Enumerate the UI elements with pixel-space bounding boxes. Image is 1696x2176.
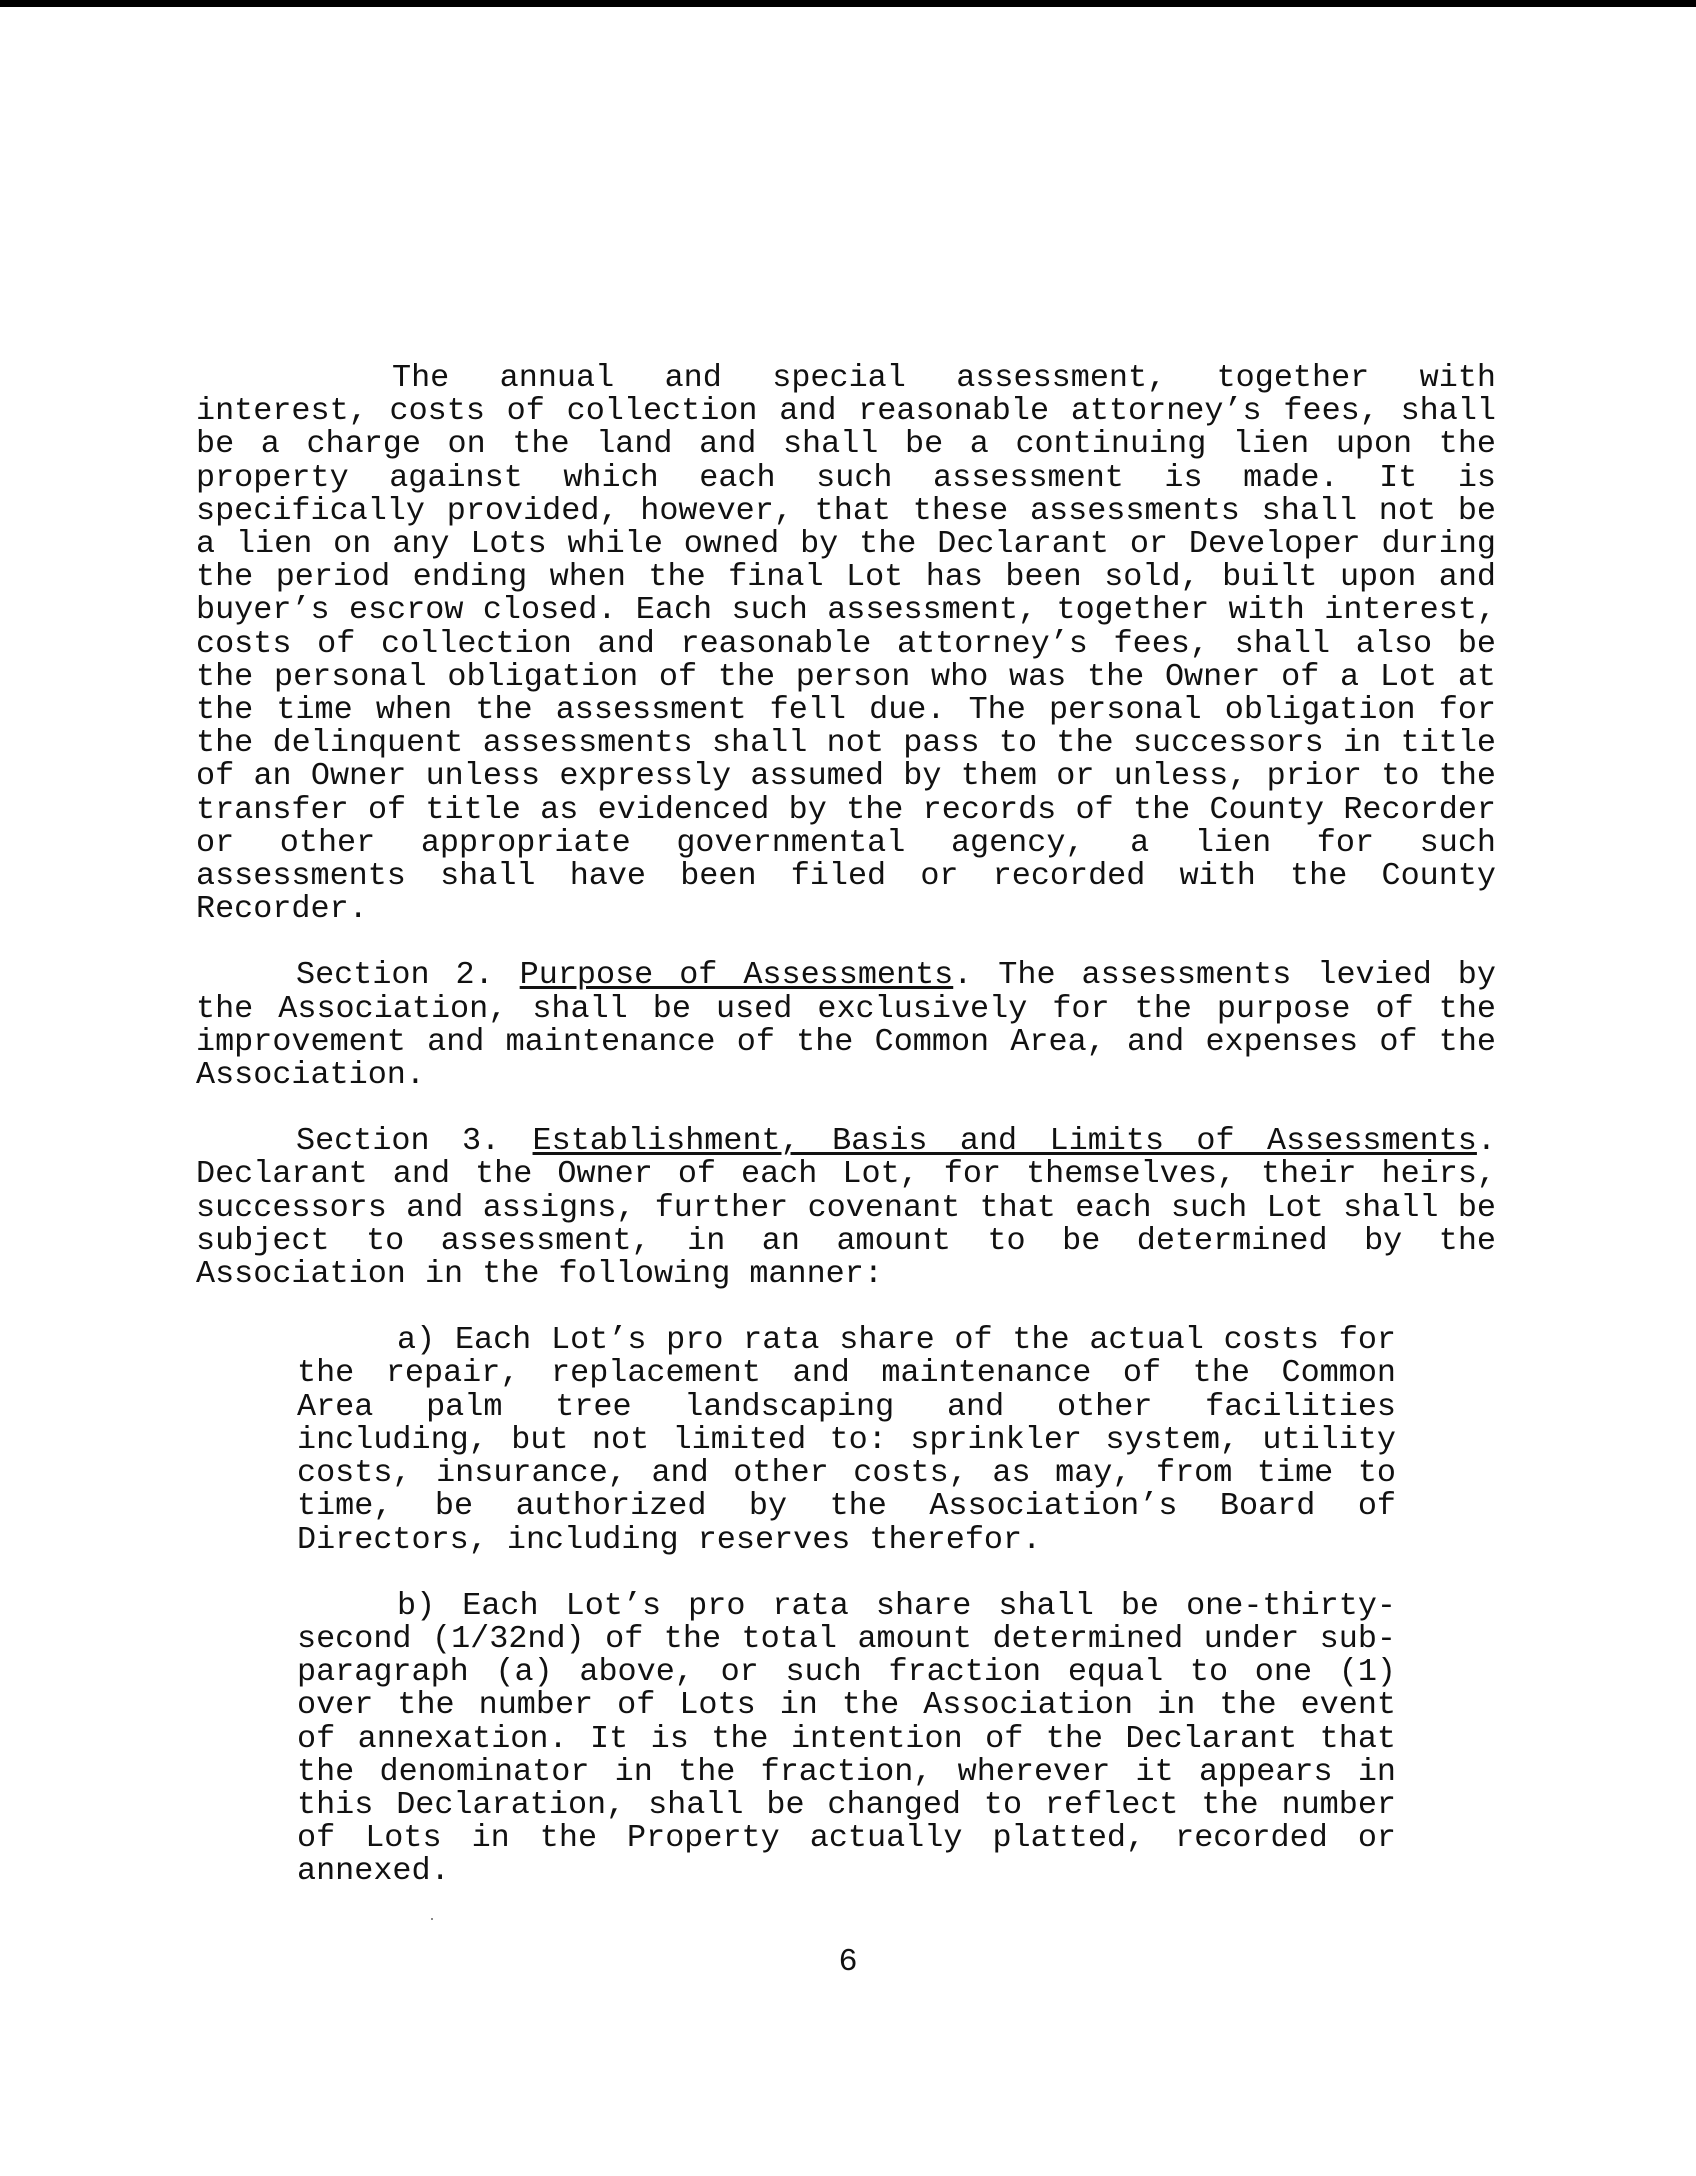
scan-top-edge bbox=[0, 0, 1696, 7]
subparagraph-b bbox=[297, 1587, 1396, 1890]
page-number: 6 bbox=[838, 1944, 858, 1980]
section-2-paragraph bbox=[196, 959, 1496, 1092]
section-2-heading: Purpose of Assessments bbox=[519, 957, 954, 994]
subparagraph-a-label: a) bbox=[397, 1322, 436, 1359]
section-3-paragraph bbox=[196, 1125, 1496, 1291]
scan-speck bbox=[431, 1918, 433, 1920]
paragraph-lien-text: The annual and special assessment, together with interest, costs of collection and reasonable attorney’s fees, shall be a charge on the land and shall be a continuing lien upon the property against which each such assessment is made. It is specifically provided, however, that these assessments shall not be a lien on any Lots while owned by the Declarant or Developer during the period ending when the final Lot has been sold, built upon and buyer’s escrow closed. Each such assessment, together with interest, costs of collection and reasonable attorney’s fees, shall also be the personal obligation of the person who was the Owner of a Lot at the time when the assessment fell due. The personal obligation for the delinquent assessments shall not pass to the successors in title of an Owner unless expressly assumed by them or unless, prior to the transfer of title as evidenced by the records of the County Recorder or other appropriate governmental agency, a lien for such assessments shall have been filed or recorded with the County Recorder. bbox=[196, 360, 1496, 928]
paragraph-lien-assessment bbox=[196, 362, 1496, 926]
document-body bbox=[196, 362, 1496, 1889]
section-3-subparagraphs bbox=[297, 1324, 1396, 1888]
section-3-body: . Declarant and the Owner of each Lot, for themselves, their heirs, successors and assigns, further covenant that each such Lot shall be subject to assessment, in an amount to be determined by the Association in the following manner: bbox=[196, 1123, 1496, 1293]
section-3-heading: Establishment, Basis and Limits of Assessments bbox=[532, 1123, 1477, 1160]
subparagraph-b-label: b) bbox=[397, 1587, 436, 1624]
section-2-number: Section 2. bbox=[296, 957, 494, 994]
subparagraph-a-text: Each Lot’s pro rata share of the actual costs for the repair, replacement and maintenance of the Common Area palm tree landscaping and other facilities including, but not limited to: sprinkler system, utility costs, insurance, and other costs, as may, from time to time, be authorized by the Association’s Board of Directors, including reserves therefor. bbox=[297, 1322, 1396, 1558]
section-3-number: Section 3. bbox=[296, 1123, 501, 1160]
subparagraph-b-text: Each Lot’s pro rata share shall be one-thirty-second (1/32nd) of the total amount determined under sub-paragraph (a) above, or such fraction equal to one (1) over the number of Lots in the Association in the event of annexation. It is the intention of the Declarant that the denominator in the fraction, wherever it appears in this Declaration, shall be changed to reflect the number of Lots in the Property actually platted, recorded or annexed. bbox=[297, 1587, 1396, 1890]
subparagraph-a bbox=[297, 1324, 1396, 1556]
section-2-body: . The assessments levied by the Association, shall be used exclusively for the purpose of the improvement and maintenance of the Common Area, and expenses of the Association. bbox=[196, 957, 1496, 1094]
